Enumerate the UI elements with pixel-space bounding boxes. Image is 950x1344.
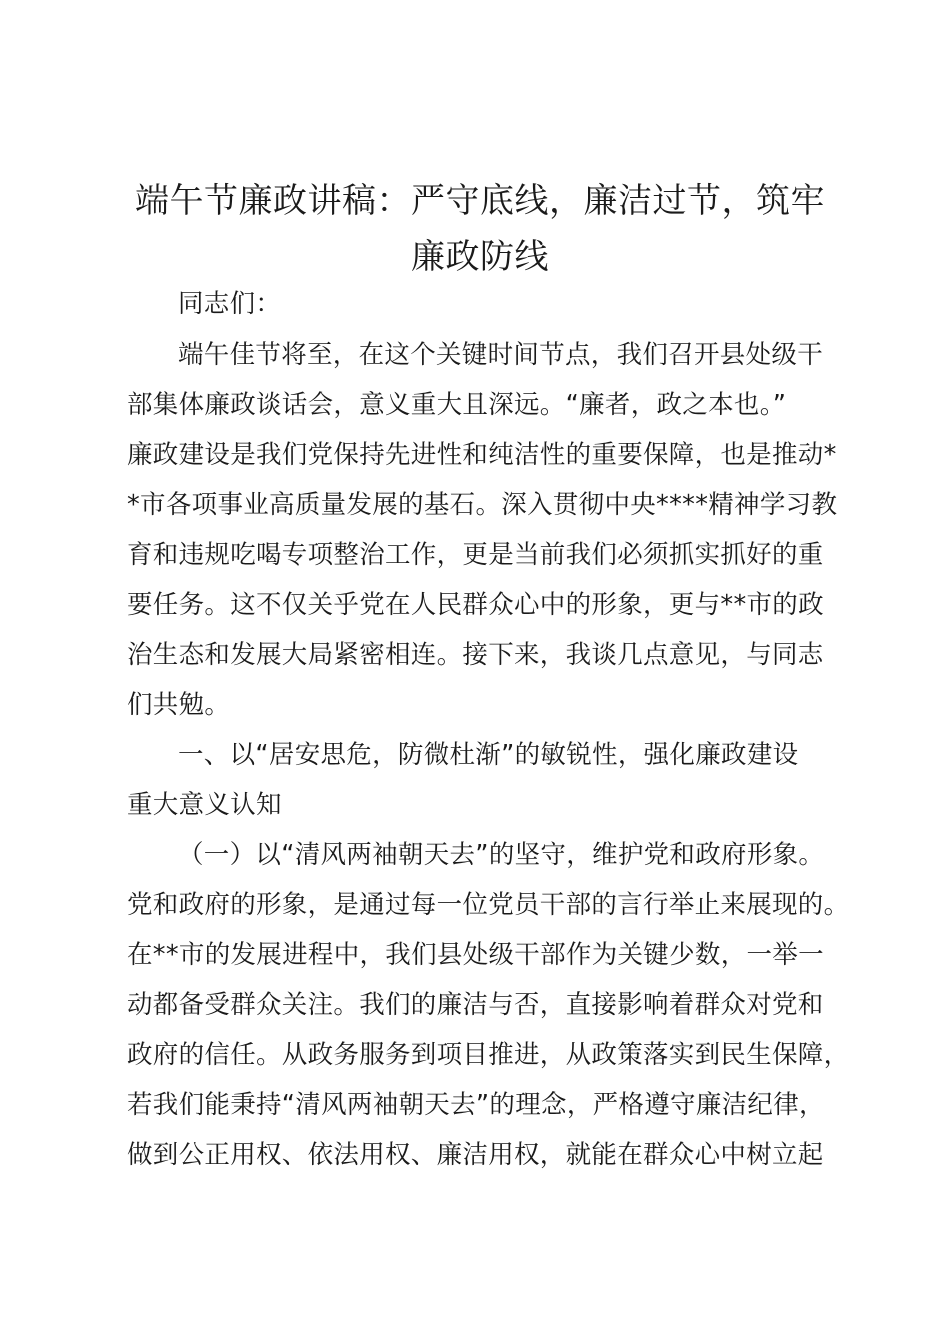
- paragraph-line: 廉政建设是我们党保持先进性和纯洁性的重要保障，也是推动*: [127, 440, 837, 470]
- paragraph-line: 政府的信任。从政务服务到项目推进，从政策落实到民生保障，: [127, 1040, 850, 1070]
- paragraph-line: 党和政府的形象，是通过每一位党员干部的言行举止来展现的。: [127, 890, 850, 920]
- salutation: 同志们：: [178, 289, 282, 319]
- paragraph-line: 要任务。这不仅关乎党在人民群众心中的形象，更与**市的政: [127, 590, 824, 620]
- section-heading-line: 一、以“居安思危，防微杜渐”的敏锐性，强化廉政建设: [178, 740, 799, 770]
- paragraph-line: 部集体廉政谈话会，意义重大且深远。“廉者，政之本也。”: [127, 390, 787, 420]
- paragraph-line: 做到公正用权、依法用权、廉洁用权，就能在群众心中树立起: [127, 1140, 824, 1170]
- document-title-line-2: 廉政防线: [411, 237, 549, 277]
- paragraph-line: 育和违规吃喝专项整治工作，更是当前我们必须抓实抓好的重: [127, 540, 824, 570]
- paragraph-line: 治生态和发展大局紧密相连。接下来，我谈几点意见，与同志: [127, 640, 824, 670]
- paragraph-line: 若我们能秉持“清风两袖朝天去”的理念，严格遵守廉洁纪律，: [127, 1090, 825, 1120]
- subsection-heading-line: （一）以“清风两袖朝天去”的坚守，维护党和政府形象。: [178, 840, 825, 870]
- section-heading-line: 重大意义认知: [127, 790, 282, 820]
- paragraph-line: *市各项事业高质量发展的基石。深入贯彻中央****精神学习教: [127, 490, 838, 520]
- paragraph-line: 端午佳节将至，在这个关键时间节点，我们召开县处级干: [178, 340, 824, 370]
- document-title-line-1: 端午节廉政讲稿：严守底线，廉洁过节，筑牢: [135, 181, 825, 221]
- paragraph-line: 动都备受群众关注。我们的廉洁与否，直接影响着群众对党和: [127, 990, 824, 1020]
- paragraph-line: 在**市的发展进程中，我们县处级干部作为关键少数，一举一: [127, 940, 824, 970]
- paragraph-line: 们共勉。: [127, 690, 231, 720]
